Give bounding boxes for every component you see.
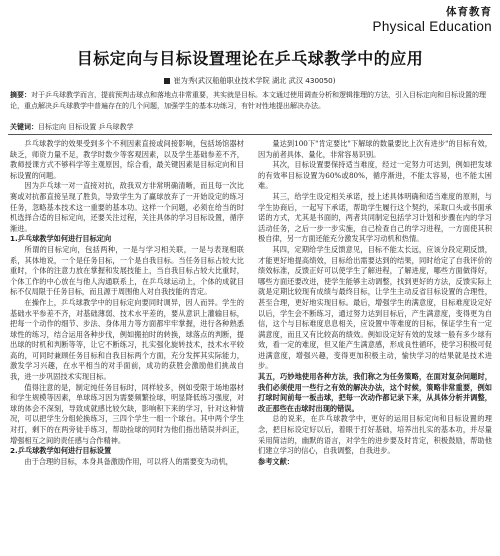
body-paragraph: 量达到100下"肯定要比"下解球的数量要比上次有进步"的目标有效，因为前者具体、量化，非常容易识别。	[258, 139, 492, 159]
section-heading: 其五，巧妙地使用各种方法，我们称之为任务策略，在面对复杂问题时，我们必须使用一些行之有效的解决办法，这个时候，策略非常重要，例如打球时间前每一板击球，把每一次动作都记录下来，从具体分析并调整，改正那些在击球时出现的错误。	[258, 372, 492, 413]
body-paragraph: 乒乓球教学的效果受到多个不利因素直接或间接影响，包括场馆器材缺乏，师资力量不足，教学时数少等客观因素，以及学生基础参差不齐，教师授课方式不够科学等主观原因，综合看，最关键因素是目标定向和目标设置的问题。	[10, 139, 244, 180]
body-paragraph: 所谓的目标定向，包括两种，一是与学习相关联，一是与表现相联系，其体地说，一个是任务目标，一个是自我目标。当任务目标占较大比重时，个体的注意力放在掌握和发展技能上，当自我目标占较大比重时，个体工作的中心放在与他人沟通联系上，在乒乓球运动上，个体的成就目标不仅局限于任务目标，而且源于周围他人对自我技能的肯定。	[10, 244, 244, 297]
abstract-label: 摘要：	[10, 91, 31, 99]
body-paragraph: 因为乒乓球一对一直接对抗，敌我双方非常明确清晰，而且每一次比赛或对抗都直接呈现了胜负，导致学生为了赢球放弃了一开始设定的练习任务，忽略基本技术这一重要的基本功。这样一个问题，必须在给当的时机选择合适的目标定向，还要关注过程，关注具体的学习目标设置，循序渐进。	[10, 181, 244, 233]
body-paragraph: 其次，目标设置要保持适当难度，经过一定努力可达到，例如把发球的有效率目标设置为60%或80%，循序渐进，不能太容易，也不能太困难。	[258, 160, 492, 191]
square-bullet-icon	[164, 78, 170, 84]
keywords	[10, 122, 490, 132]
keywords-text: 目标定向 目标设置 乒乓球教学	[38, 123, 134, 131]
body-paragraph: 由于合理的目标，本身具备激励作用，可以将人的需要变为动机，	[24, 456, 233, 466]
body-paragraph: 其三，给学生设定相关承诺，授上述具体明确和适当难度的原则，与学生协商后，一起写下承诺，帮助学生履行这个契约，采取口头或书面承诺的方式，尤其是书面的，两者共同制定包括学习计划和步骤在内的学习活动任务，之后一步一步实施，自己检查自己的学习进程，一方面使其积极自律，另一方面还能充分激发其学习动机和热情。	[258, 191, 492, 244]
body-paragraph: 其四，定期给学生反馈意见，目标不能太长远，应该分段定期反馈，才能更好地提高绩效，目标给出需要达到的结果，同时给定了自我评价的绩效标准，反馈正好可以使学生了解进程，了解进度，哪些方面做得好，哪些方面还要改进，使学生能够主动调整，找到更好的方法，反馈实际上就是定期比较现有成绩与最终目标，让学生主动反省目标设置的合理性，甚至合理，更好地实现目标。最后，增强学生的满意度，目标难度设定好以后，学生会不断练习，通过努力达到目标后，产生满意度，变得更为自信，这个与目标难度息息相关，应设置中等难度的目标，保证学生有一定满意度，而且又有比较高的绩效。例如设定好有效的发球一般有多少球有效，看一定的难度，但又能产生满意感，形成良性循环，使学习积极可促进满意度，增强兴趣，变得更加积极主动，愉快学习的结果就是技术进步。	[258, 244, 492, 371]
body-paragraph: 在操作上，乒乓球教学中的目标定向要同时调异，因人而异。学生的基础水平参差不齐，对基础薄弱、技术水平差的，要从意识上灌输目标，把每一个动作的细节、步法、身体用力等方面都牢牢掌握，进行各种熟悉球性的练习，结合运用各种步伐，例如搬拍时的转换，球落点的判断，提出球的时机和判断等等，让它不断练习，扎实强化旋转技术，技术水平较高的，可同时兼顾任务目标和自我目标两个方面，充分发挥其实际能力，激发学习兴趣，在水平相当的对手面前，成功的获胜会激励他们挑战自我，进一步巩固技术实现目标。	[10, 297, 244, 382]
right-column	[258, 139, 492, 467]
section-heading: 1.乒乓球教学如何进行目标定向	[10, 234, 112, 244]
left-column	[10, 139, 244, 467]
header-divider	[8, 134, 492, 135]
keywords-label: 关键词：	[10, 123, 38, 131]
body-paragraph: 总的说来，在乒乓球教学中，更好的运用目标定向和目标设置的理念，把目标设定好以后，着眼于打好基础，培养出扎实的基本功，并尽量采用简洁的，幽默的语言，对学生的进步要及时肯定，积极鼓励，帮助他们建立学习的信心，自我调整，自我进步。	[258, 414, 492, 456]
article-title: 目标定向与目标设置理论在乒乓球教学中的应用	[76, 49, 424, 68]
section-heading: 2.乒乓球教学如何进行目标设置	[10, 446, 112, 456]
body-paragraph: 值得注意的是，制定纯任务目标时，同样较多，例如受限于场地器材和学生规模等因素，单球练习因为需要频繁捡球，明显降低练习强度，对球的体会不深刻，导致成就感比较欠缺，影响积下来的学习，针对这种情况，可以把学生分组轮换练习，三四个学生一组一个球台。其中两个学生对打，剩下的在两旁徒手练习，帮助捡球的同时为他们指出错误并纠正，增强相互之间的责任感与合作精神。	[10, 382, 244, 445]
journal-masthead	[373, 6, 492, 34]
journal-name-en: Physical Education	[372, 19, 492, 34]
section-heading: 参考文献：	[258, 456, 294, 466]
author-line	[0, 76, 500, 86]
abstract	[10, 90, 490, 111]
author-text: 崔为秀(武汉船舶职业技术学院 湖北 武汉 430050)	[173, 76, 336, 85]
journal-name-cn: 体育教育	[446, 6, 492, 18]
abstract-text: 对于乒乓球教学而言，提前预判击球点和落地点非常重要，其实就是目标。本文通过使用调查分析和逻辑推理的方法，引入目标定向和目标设置的理论，重点解决乒乓球教学中普遍存在的几个问题，加强学生的基本功练习，有针对性地提出解决办法。	[10, 91, 486, 110]
